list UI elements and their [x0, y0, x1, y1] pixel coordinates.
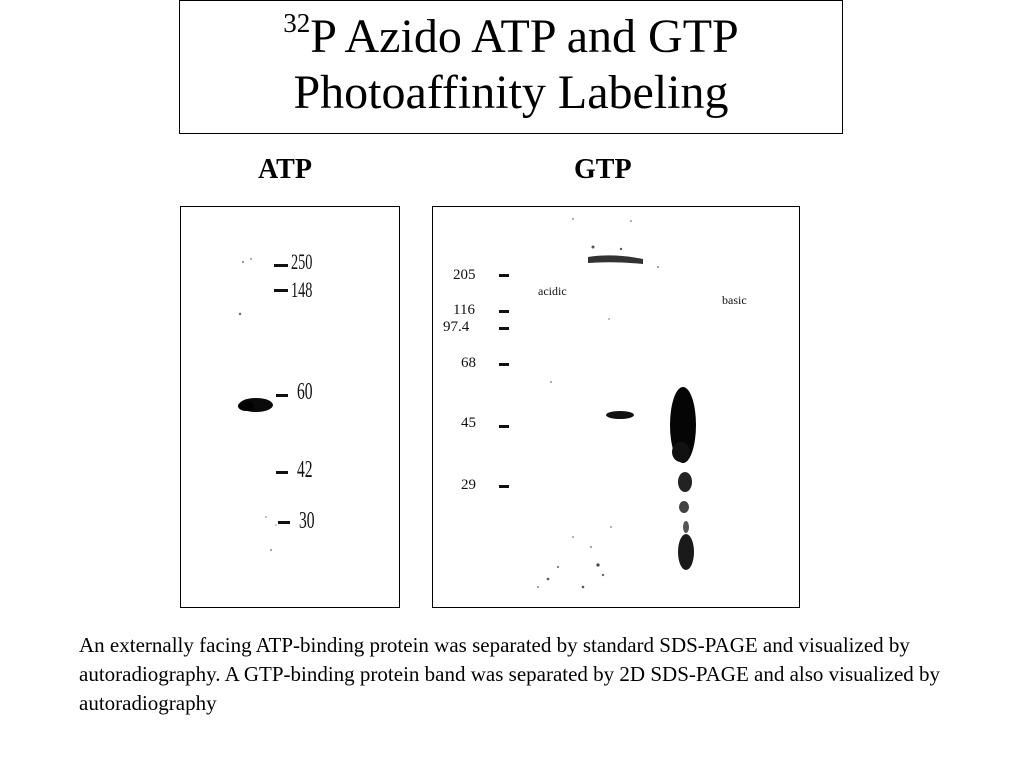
- gtp-marker-45: 45: [461, 415, 476, 431]
- atp-marker-dash-250: [274, 264, 288, 267]
- slide-title: [179, 0, 843, 134]
- atp-gel-image: [181, 207, 399, 607]
- gtp-marker-116: 116: [453, 302, 475, 318]
- atp-marker-30: 30: [299, 508, 315, 534]
- atp-marker-148: 148: [291, 277, 313, 302]
- gtp-marker-dash-45: [499, 425, 509, 428]
- atp-gel-panel: [180, 206, 400, 608]
- gtp-lane-label: GTP: [574, 154, 632, 185]
- title-line-2: Photoaffinity Labeling: [293, 66, 729, 119]
- atp-marker-dash-30: [278, 521, 290, 524]
- title-superscript: 32: [283, 8, 311, 38]
- gtp-marker-205: 205: [453, 267, 476, 283]
- atp-marker-dash-42: [276, 471, 288, 474]
- title-line1-text: P Azido ATP and GTP: [310, 10, 739, 63]
- gtp-marker-97-4: 97.4: [443, 319, 470, 335]
- gtp-marker-dash-205: [499, 274, 509, 277]
- atp-marker-dash-60: [276, 394, 288, 397]
- atp-marker-dash-148: [274, 289, 288, 292]
- gtp-marker-dash-116: [499, 310, 509, 313]
- gtp-gel-image: [433, 207, 799, 607]
- gtp-marker-29: 29: [461, 477, 476, 493]
- basic-label: basic: [722, 293, 747, 307]
- gtp-marker-dash-68: [499, 363, 509, 366]
- atp-lane-label: ATP: [258, 154, 312, 185]
- title-line-1: [180, 9, 842, 65]
- gtp-marker-68: 68: [461, 355, 476, 371]
- atp-marker-42: 42: [297, 457, 313, 483]
- gtp-marker-dash-29: [499, 485, 509, 488]
- atp-marker-250: 250: [291, 249, 313, 274]
- gtp-gel-panel: [432, 206, 800, 608]
- figure-caption: An externally facing ATP-binding protein was separated by standard SDS-PAGE and visualized by autoradiography. A GTP-binding protein band was separated by 2D SDS-PAGE and also visualized by autoradiography: [79, 633, 941, 715]
- atp-marker-60: 60: [297, 379, 313, 405]
- gtp-marker-dash-97-4: [499, 327, 509, 330]
- acidic-label: acidic: [538, 284, 567, 298]
